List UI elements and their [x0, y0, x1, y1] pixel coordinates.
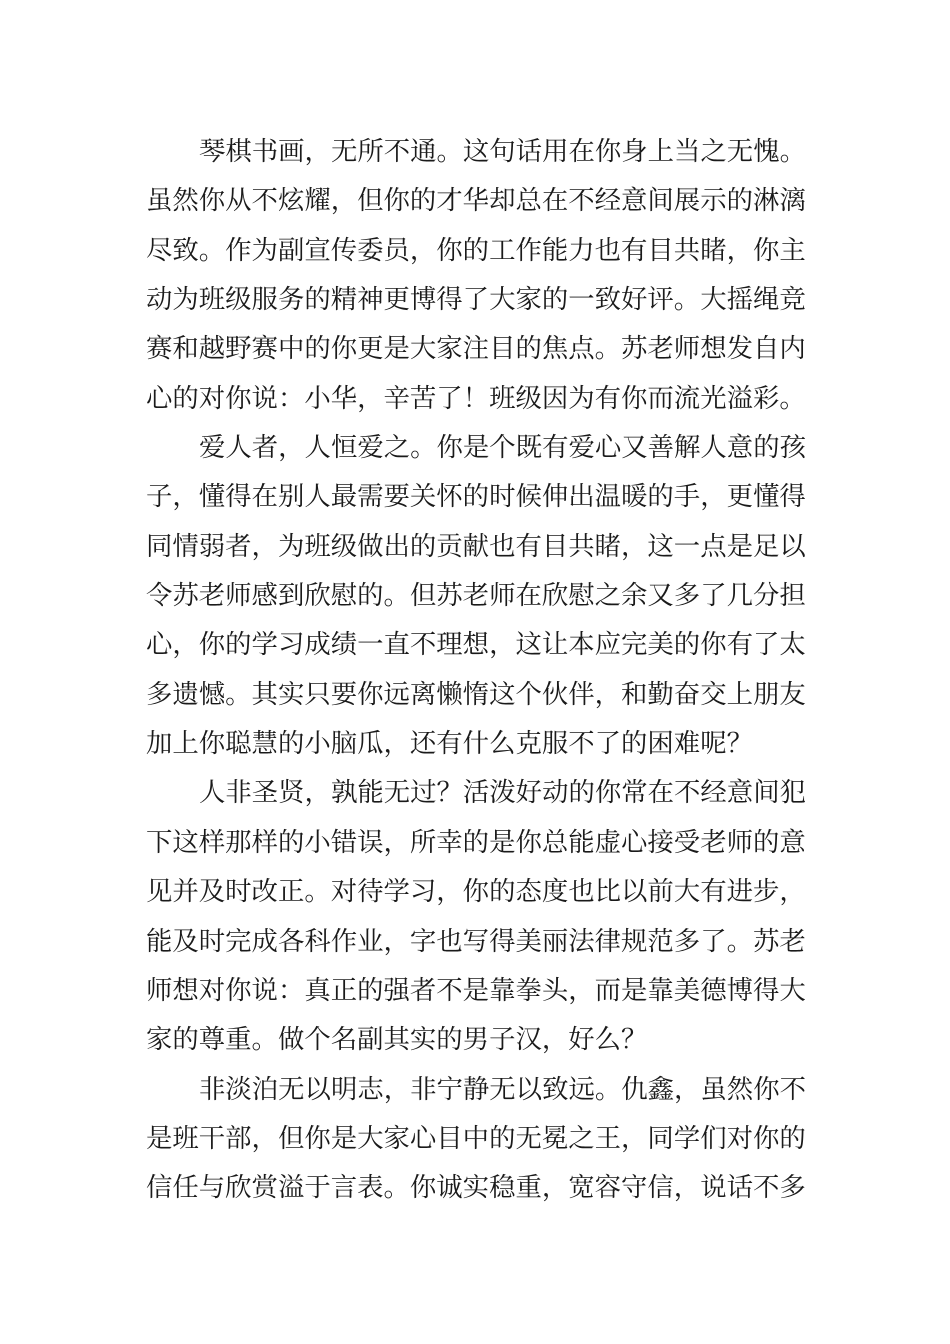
paragraph-line: 动为班级服务的精神更博得了大家的一致好评。大摇绳竞	[146, 284, 806, 316]
paragraph-line: 赛和越野赛中的你更是大家注目的焦点。苏老师想发自内	[146, 333, 806, 365]
paragraph-line: 虽然你从不炫耀，但你的才华却总在不经意间展示的淋漓	[146, 185, 806, 217]
paragraph-line: 心，你的学习成绩一直不理想，这让本应完美的你有了太	[146, 629, 806, 661]
paragraph-line: 非淡泊无以明志，非宁静无以致远。仇鑫，虽然你不	[199, 1073, 806, 1105]
paragraph-line: 家的尊重。做个名副其实的男子汉，好么？	[146, 1024, 648, 1056]
paragraph-line: 令苏老师感到欣慰的。但苏老师在欣慰之余又多了几分担	[146, 580, 806, 612]
paragraph-line: 人非圣贤，孰能无过？活泼好动的你常在不经意间犯	[199, 777, 806, 809]
paragraph-3	[146, 768, 810, 1064]
document-body	[146, 127, 810, 1213]
paragraph-line: 子，懂得在别人最需要关怀的时候伸出温暖的手，更懂得	[146, 481, 806, 513]
paragraph-line: 师想对你说：真正的强者不是靠拳头，而是靠美德博得大	[146, 974, 806, 1006]
paragraph-line: 下这样那样的小错误，所幸的是你总能虚心接受老师的意	[146, 826, 806, 858]
paragraph-line: 见并及时改正。对待学习，你的态度也比以前大有进步，	[146, 876, 806, 908]
paragraph-1	[146, 127, 810, 423]
paragraph-line: 琴棋书画，无所不通。这句话用在你身上当之无愧。	[199, 136, 806, 167]
paragraph-line: 多遗憾。其实只要你远离懒惰这个伙伴，和勤奋交上朋友	[146, 678, 806, 710]
paragraph-line: 同情弱者，为班级做出的贡献也有目共睹，这一点是足以	[146, 530, 806, 562]
paragraph-2	[146, 423, 810, 768]
paragraph-line: 心的对你说：小华，辛苦了！班级因为有你而流光溢彩。	[146, 382, 806, 414]
paragraph-line: 尽致。作为副宣传委员，你的工作能力也有目共睹，你主	[146, 234, 806, 266]
paragraph-4	[146, 1065, 810, 1213]
paragraph-line: 能及时完成各科作业，字也写得美丽法律规范多了。苏老	[146, 925, 806, 957]
paragraph-line: 是班干部，但你是大家心目中的无冕之王，同学们对你的	[146, 1122, 806, 1154]
paragraph-line: 加上你聪慧的小脑瓜，还有什么克服不了的困难呢？	[146, 728, 753, 760]
paragraph-line: 信任与欣赏溢于言表。你诚实稳重，宽容守信，说话不多	[146, 1172, 806, 1204]
paragraph-line: 爱人者，人恒爱之。你是个既有爱心又善解人意的孩	[199, 432, 806, 464]
